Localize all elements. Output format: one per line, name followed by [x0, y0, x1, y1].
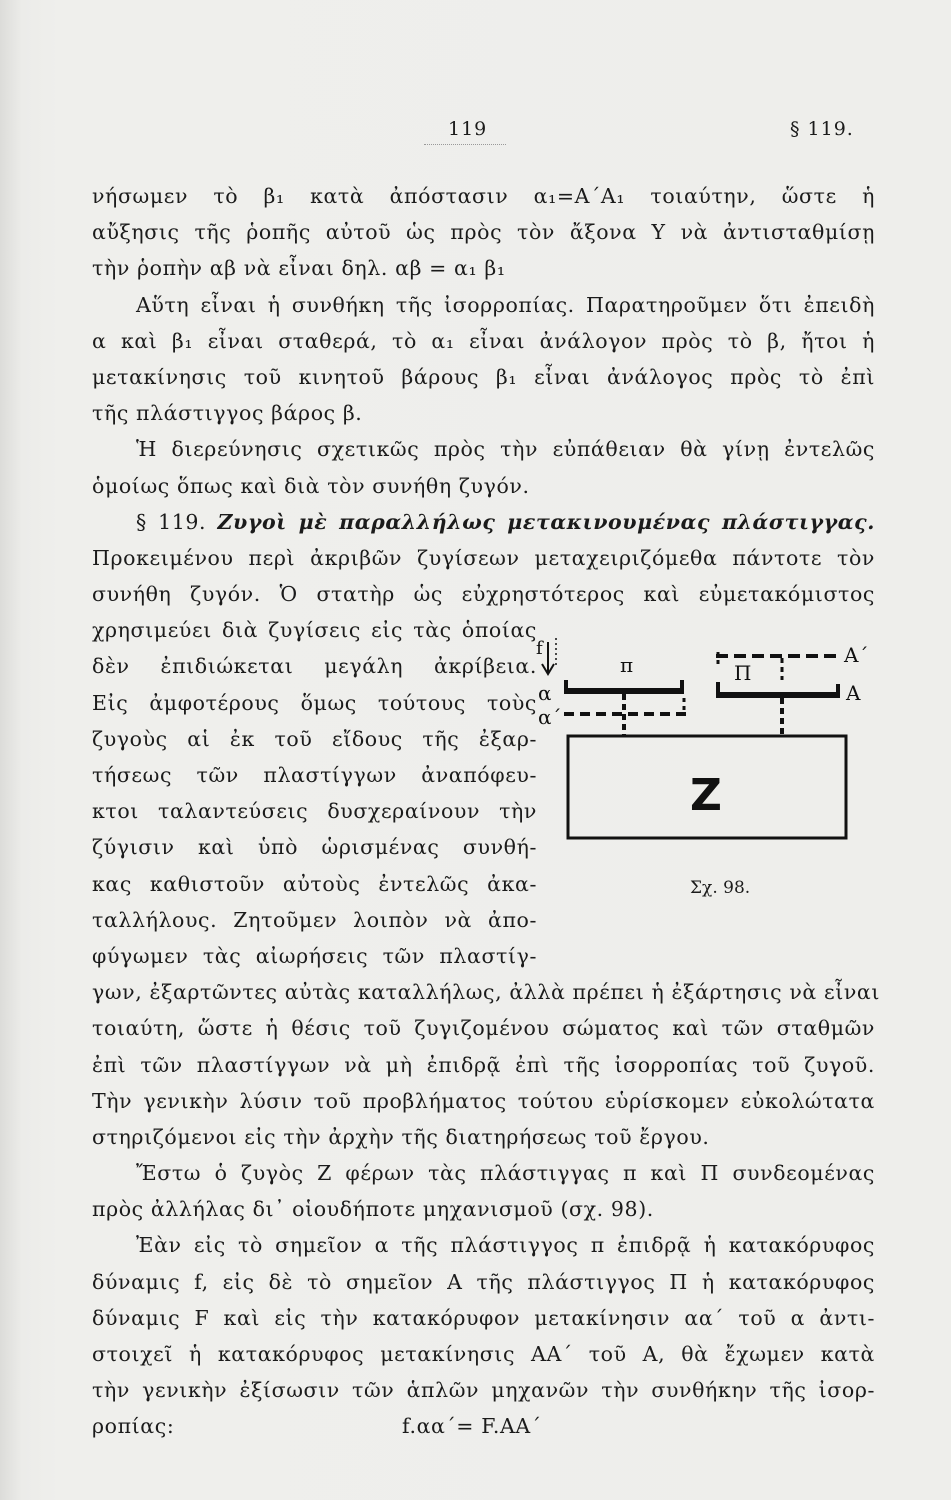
section-heading — [92, 504, 875, 540]
text-line: Αὕτη εἶναι ἡ συνθήκη τῆς ἰσορροπίας. Παρατηροῦμεν ὅτι ἐπειδὴ — [136, 292, 875, 317]
label-pi-small: π — [620, 653, 634, 677]
section-heading-title: Ζυγοὶ μὲ παραλλήλως μετακινουμένας πλάστιγγας. — [217, 509, 875, 534]
text-line: ζύγισιν καὶ ὑπὸ ὡρισμένας συνθή- — [92, 835, 537, 860]
text-line: αὔξησις τῆς ῥοπῆς αὐτοῦ ὡς πρὸς τὸν ἄξονα Υ νὰ ἀντισταθμίσῃ — [92, 220, 875, 245]
figure-caption: Σχ. 98. — [690, 878, 751, 898]
label-z: Ζ — [690, 770, 722, 821]
section-marker: § 119. — [790, 118, 854, 140]
text-line: α καὶ β₁ εἶναι σταθερά, τὸ α₁ εἶναι ἀνάλογον πρὸς τὸ β, ἤτοι ἡ — [92, 328, 875, 353]
text-line: στηριζόμενοι εἰς τὴν ἀρχὴν τῆς διατηρήσεως τοῦ ἔργου. — [92, 1124, 710, 1149]
text-line: στοιχεῖ ἡ κατακόρυφος μετακίνησις ΑΑ΄ τοῦ Α, θὰ ἔχωμεν κατὰ — [92, 1342, 875, 1366]
text-line: Ἡ διερεύνησις σχετικῶς πρὸς τὴν εὐπάθειαν θὰ γίνῃ ἐντελῶς — [136, 437, 875, 462]
header-rule — [424, 144, 506, 145]
text-line-lead: ροπίας: — [92, 1414, 175, 1439]
text-line: ὁμοίως ὅπως καὶ διὰ τὸν συνήθη ζυγόν. — [92, 473, 530, 498]
page-number: 119 — [448, 118, 488, 140]
text-line: ζυγοὺς αἱ ἐκ τοῦ εἴδους τῆς ἐξαρ- — [92, 726, 537, 751]
text-line: ταλλήλους. Ζητοῦμεν λοιπὸν νὰ ἀπο- — [92, 907, 537, 932]
label-a-capital: Α — [846, 681, 861, 705]
text-line: Ἔστω ὁ ζυγὸς Ζ φέρων τὰς πλάστιγγας π καὶ Π συνδεομένας — [136, 1161, 875, 1186]
text-line: κτοι ταλαντεύσεις δυσχεραίνουν τὴν — [92, 799, 537, 824]
text-line: τοιαύτη, ὥστε ἡ θέσις τοῦ ζυγιζομένου σώματος καὶ τῶν σταθμῶν — [92, 1016, 875, 1041]
text-line: πρὸς ἀλλήλας δι᾿ οἱουδήποτε μηχανισμοῦ (σχ. 98). — [92, 1197, 654, 1222]
label-a-capital-prime: Α΄ — [844, 643, 869, 667]
text-line: Ἐὰν εἰς τὸ σημεῖον α τῆς πλάστιγγος π ἐπιδρᾷ ἡ κατακόρυφος — [136, 1233, 875, 1258]
text-line: δύναμις F καὶ εἰς τὴν κατακόρυφον μετακίνησιν αα΄ τοῦ α ἀντι- — [92, 1305, 875, 1330]
text-line: Εἰς ἀμφοτέρους ὅμως τούτους τοὺς — [92, 690, 537, 715]
text-line: τήσεως τῶν πλαστίγγων ἀναπόφευ- — [92, 763, 537, 787]
pan-capital-pi — [716, 692, 840, 698]
section-heading-number: § 119. — [136, 509, 207, 534]
equation: f.αα΄= F.ΑΑ΄ — [402, 1414, 542, 1439]
text-line: τὴν γενικὴν ἐξίσωσιν τῶν ἁπλῶν μηχανῶν τὴν συνθήκην τῆς ἰσορ- — [92, 1378, 875, 1403]
running-header — [0, 118, 951, 148]
label-a: α — [538, 681, 552, 705]
text-line: ἐπὶ τῶν πλαστίγγων νὰ μὴ ἐπιδρᾷ ἐπὶ τῆς ἰσορροπίας τοῦ ζυγοῦ. — [92, 1052, 875, 1077]
text-line: νήσωμεν τὸ β₁ κατὰ ἀπόστασιν α₁=Α΄Α₁ τοιαύτην, ὥστε ἡ — [92, 184, 875, 208]
text-line: κας καθιστοῦν αὐτοὺς ἐντελῶς ἀκα- — [92, 871, 537, 896]
text-line: Προκειμένου περὶ ἀκριβῶν ζυγίσεων μεταχειριζόμεθα πάντοτε τὸν — [92, 545, 875, 570]
equation-line — [92, 1408, 875, 1444]
label-pi-capital: Π — [734, 661, 752, 685]
figure-98 — [520, 628, 869, 918]
text-line: δύναμις f, εἰς δὲ τὸ σημεῖον Α τῆς πλάστιγγος Π ἡ κατακόρυφος — [92, 1269, 875, 1294]
text-line: συνήθη ζυγόν. Ὁ στατὴρ ὡς εὐχρηστότερος καὶ εὐμετακόμιστος — [92, 582, 875, 607]
text-line: δὲν ἐπιδιώκεται μεγάλη ἀκρίβεια. — [92, 654, 537, 679]
label-f: f — [536, 638, 543, 659]
label-a-prime: α΄ — [538, 705, 562, 729]
text-line: γων, ἐξαρτῶντες αὐτὰς καταλλήλως, ἀλλὰ πρέπει ἡ ἐξάρτησις νὰ εἶναι — [92, 980, 880, 1005]
text-line: τῆς πλάστιγγος βάρος β. — [92, 401, 363, 426]
pan-pi — [564, 688, 684, 694]
text-line: τὴν ῥοπὴν αβ νὰ εἶναι δηλ. αβ = α₁ β₁ — [92, 256, 506, 281]
text-line: Τὴν γενικὴν λύσιν τοῦ προβλήματος τούτου εὑρίσκομεν εὐκολώτατα — [92, 1088, 875, 1113]
text-line: χρησιμεύει διὰ ζυγίσεις εἰς τὰς ὁποίας — [92, 618, 537, 643]
text-line: μετακίνησις τοῦ κινητοῦ βάρους β₁ εἶναι ἀνάλογος πρὸς τὸ ἐπὶ — [92, 364, 875, 389]
text-line: φύγωμεν τὰς αἰωρήσεις τῶν πλαστίγ- — [92, 943, 537, 968]
